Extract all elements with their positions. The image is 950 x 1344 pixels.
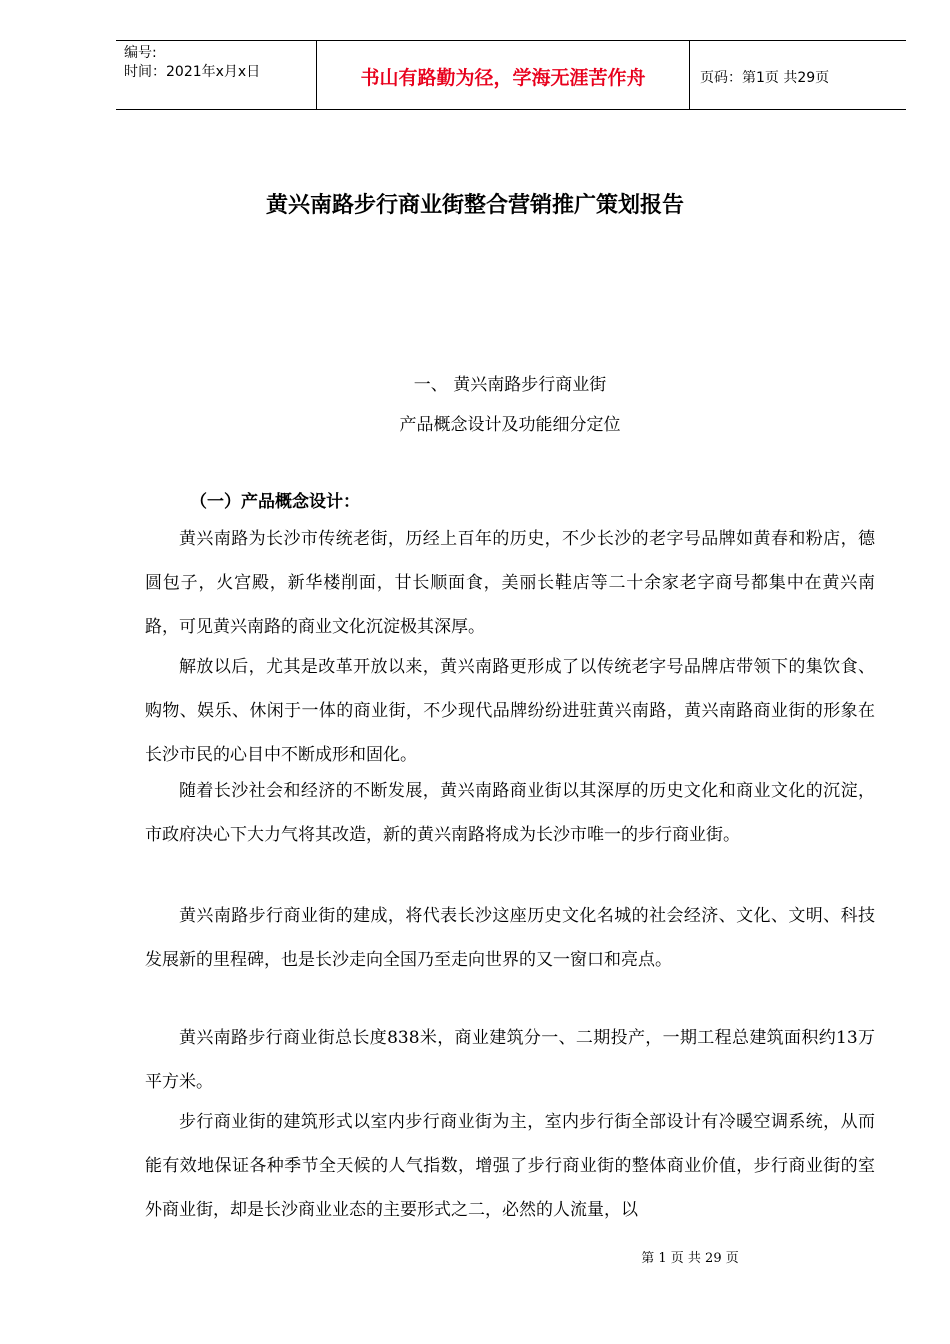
document-header	[116, 40, 906, 110]
body-paragraph: 黄兴南路为长沙市传统老街，历经上百年的历史，不少长沙的老字号品牌如黄春和粉店，德圆包子，火宫殿，新华楼削面，甘长顺面食，美丽长鞋店等二十余家老字商号都集中在黄兴南路，可见黄兴南路的商业文化沉淀极其深厚。	[145, 529, 875, 637]
subsection-heading: （一）产品概念设计：	[190, 492, 360, 512]
serial-number-label: 编号:	[124, 45, 157, 61]
header-meta-cell	[116, 41, 317, 109]
document-title: 黄兴南路步行商业街整合营销推广策划报告	[265, 192, 684, 218]
header-page-number: 页码：第1页 共29页	[700, 70, 830, 86]
body-paragraph: 步行商业街的建筑形式以室内步行商业街为主，室内步行街全部设计有冷暖空调系统，从而能有效地保证各种季节全天候的人气指数，增强了步行商业街的整体商业价值，步行商业街的室外商业街，却是长沙商业业态的主要形式之二，必然的人流量，以	[145, 1112, 875, 1220]
header-motto: 书山有路勤为径，学海无涯苦作舟	[360, 67, 646, 89]
section-heading-line2: 产品概念设计及功能细分定位	[399, 415, 621, 435]
date-label: 时间：2021年x月x日	[124, 64, 261, 80]
header-page-cell	[690, 41, 906, 109]
body-paragraph: 解放以后，尤其是改革开放以来，黄兴南路更形成了以传统老字号品牌店带领下的集饮食、购物、娱乐、休闲于一体的商业街，不少现代品牌纷纷进驻黄兴南路，黄兴南路商业街的形象在长沙市民的心目中不断成形和固化。	[145, 657, 875, 765]
body-paragraph: 黄兴南路步行商业街总长度838米，商业建筑分一、二期投产，一期工程总建筑面积约13万平方米。	[145, 1028, 875, 1092]
body-paragraph: 随着长沙社会和经济的不断发展，黄兴南路商业街以其深厚的历史文化和商业文化的沉淀，市政府决心下大力气将其改造，新的黄兴南路将成为长沙市唯一的步行商业街。	[145, 781, 875, 845]
header-motto-cell	[317, 41, 690, 109]
body-paragraph: 黄兴南路步行商业街的建成，将代表长沙这座历史文化名城的社会经济、文化、文明、科技发展新的里程碑，也是长沙走向全国乃至走向世界的又一窗口和亮点。	[145, 906, 875, 970]
page-footer: 第 1 页 共 29 页	[641, 1251, 739, 1266]
section-heading-line1: 一、 黄兴南路步行商业街	[413, 375, 607, 395]
